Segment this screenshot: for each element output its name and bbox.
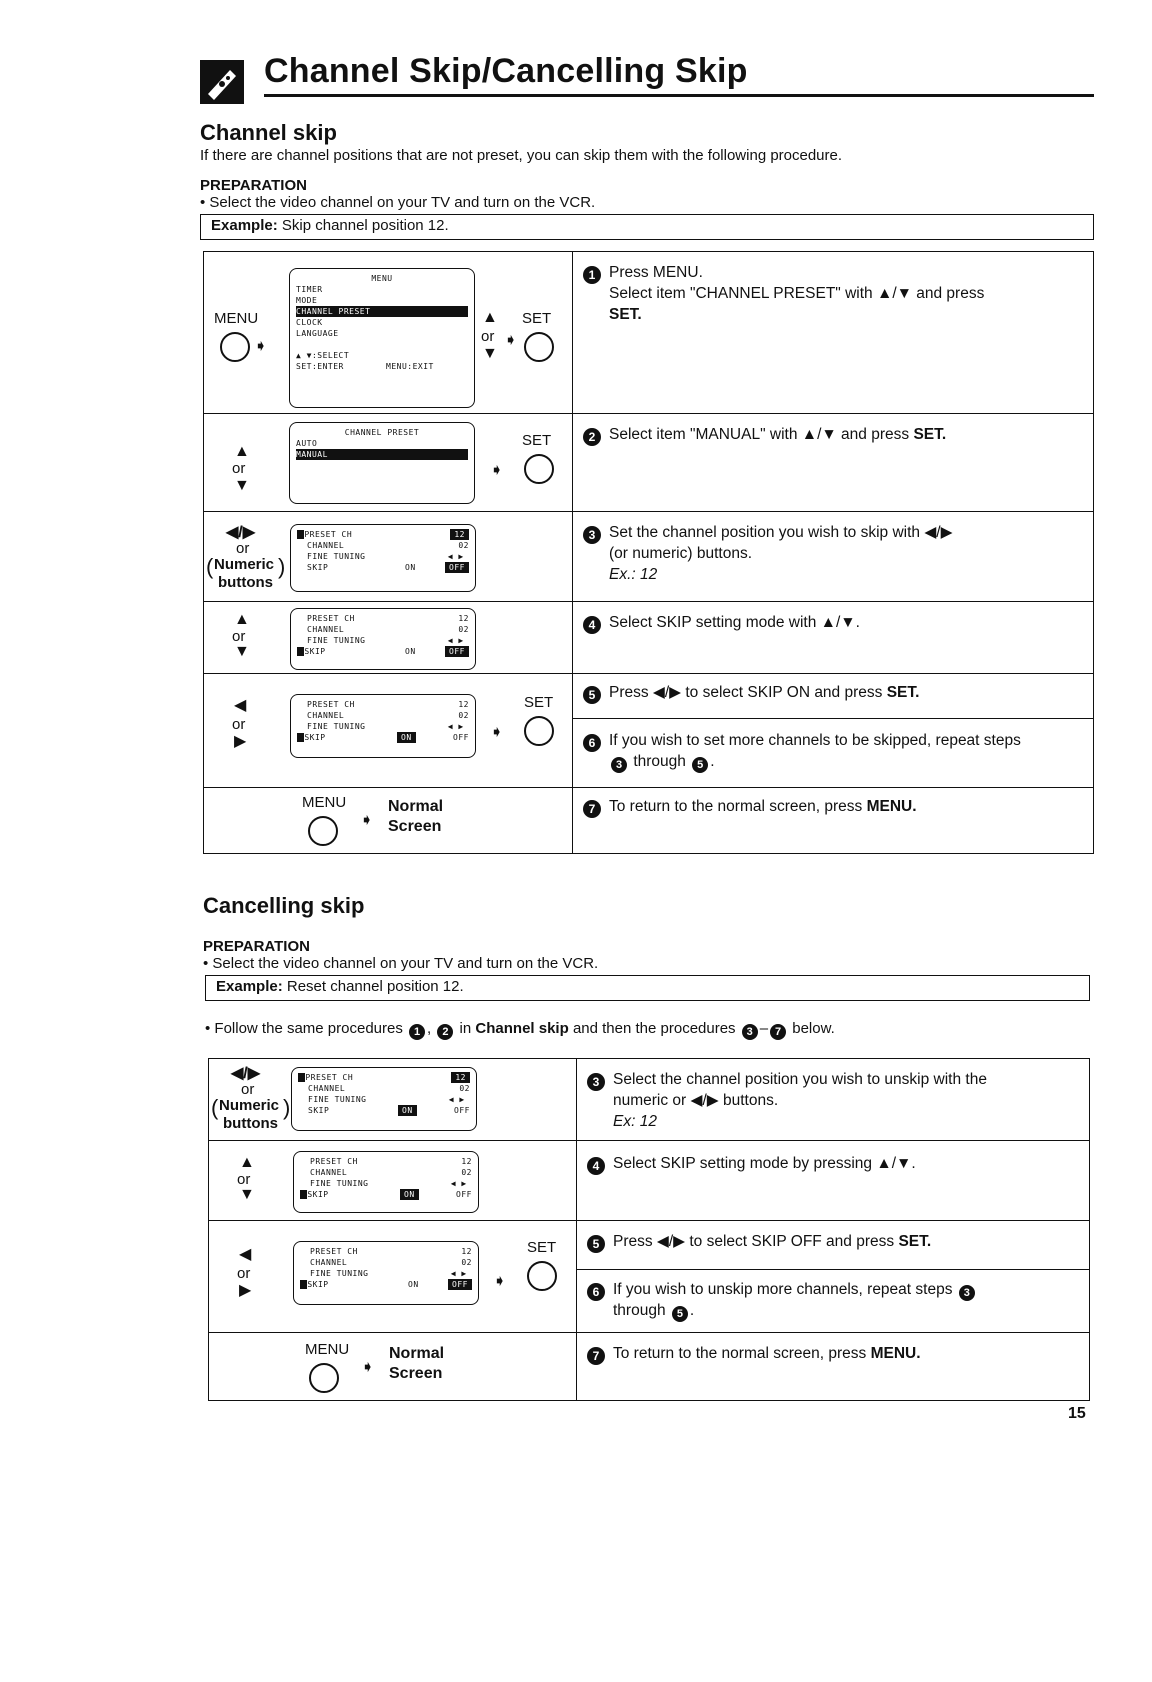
step3-text: 3 Set the channel position you wish to skip with ◀/▶ (or numeric) buttons. Ex.: 12 xyxy=(573,512,1094,602)
left-arrow-icon: ◀ xyxy=(239,1246,252,1263)
set-button-icon xyxy=(524,454,554,484)
step5-6-text: 5 Press ◀/▶ to select SKIP ON and press SET. 6 If you wish to set more channels to be skipped, repeat steps 3 through 5 . xyxy=(573,674,1094,788)
step5-visual xyxy=(204,674,573,788)
arrow-icon: ➧ xyxy=(361,1359,375,1376)
menu-button-icon xyxy=(220,332,250,362)
cancel-step5-visual xyxy=(209,1221,577,1333)
or-label: or xyxy=(232,628,246,645)
step4-visual xyxy=(204,602,573,674)
down-arrow-icon: ▼ xyxy=(234,643,250,660)
step7-text: 7 To return to the normal screen, press MENU. xyxy=(573,788,1094,854)
arrow-icon: ➧ xyxy=(360,812,374,829)
left-right-icon: ◀/▶ xyxy=(226,524,256,541)
step1-text: 1 Press MENU. Select item "CHANNEL PRESET" with ▲/▼ and press SET. xyxy=(573,252,1094,414)
buttons-label: buttons xyxy=(223,1115,278,1132)
follow-text: • Follow the same procedures 1 , 2 in Channel skip and then the procedures 3 – 7 below. xyxy=(205,1020,835,1038)
set-label: SET xyxy=(522,310,552,327)
buttons-label: buttons xyxy=(218,574,273,591)
unskip-screen-2: PRESET CH 12 CHANNEL 02 FINE TUNING ◀ ▶ SKIP ON OFF xyxy=(293,1151,479,1213)
menu-label: MENU xyxy=(305,1341,350,1358)
prep-label: PREPARATION xyxy=(200,177,307,194)
step4-text: 4 Select SKIP setting mode with ▲/▼. xyxy=(573,602,1094,674)
menu-button-icon xyxy=(309,1363,339,1393)
down-arrow-icon: ▼ xyxy=(234,477,250,494)
up-arrow-icon: ▲ xyxy=(234,611,250,628)
menu-label: MENU xyxy=(302,794,347,811)
or-label: or xyxy=(481,328,495,345)
right-arrow-icon: ▶ xyxy=(234,733,247,750)
prep-text: • Select the video channel on your TV and turn on the VCR. xyxy=(200,194,596,211)
or-label: or xyxy=(237,1171,251,1188)
step2-text: 2 Select item "MANUAL" with ▲/▼ and press SET. xyxy=(573,414,1094,512)
example-box: Example: Skip channel position 12. xyxy=(200,214,1094,240)
normal-label: Normal xyxy=(389,1345,445,1362)
numeric-label: Numeric xyxy=(214,556,275,573)
step1-visual xyxy=(204,252,573,414)
arrow-icon: ➧ xyxy=(493,1273,507,1290)
cancel-steps-table xyxy=(208,1058,1090,1401)
set-button-icon xyxy=(524,716,554,746)
example-box-2: Example: Reset channel position 12. xyxy=(205,975,1090,1001)
left-right-icon: ◀/▶ xyxy=(231,1065,261,1082)
arrow-icon: ➧ xyxy=(504,332,518,349)
up-arrow-icon: ▲ xyxy=(239,1154,255,1171)
skip-steps-table xyxy=(203,251,1094,854)
cancel-step7-text: 7 To return to the normal screen, press MENU. xyxy=(577,1333,1090,1401)
normal-label: Normal xyxy=(388,798,444,815)
skip-off-screen-1: PRESET CH 12 CHANNEL 02 FINE TUNING ◀ ▶ SKIP ON OFF xyxy=(290,524,476,592)
left-arrow-icon: ◀ xyxy=(234,697,247,714)
cancel-step3-visual: ◀/▶ or ( Numeric buttons ) PRESET CH 12 CHANNEL 02 FINE TUNING ◀ ▶ SKIP ON OFF xyxy=(209,1059,577,1141)
or-label: or xyxy=(237,1265,251,1282)
unskip-screen-1: PRESET CH 12 CHANNEL 02 FINE TUNING ◀ ▶ SKIP ON OFF xyxy=(291,1067,477,1131)
up-arrow-icon: ▲ xyxy=(234,443,250,460)
or-label: or xyxy=(232,460,246,477)
set-label: SET xyxy=(527,1239,557,1256)
step7-visual xyxy=(204,788,573,854)
prep-text-2: • Select the video channel on your TV and turn on the VCR. xyxy=(203,955,599,972)
set-label: SET xyxy=(522,432,552,449)
down-arrow-icon: ▼ xyxy=(239,1186,255,1203)
screen-label: Screen xyxy=(389,1365,443,1382)
remote-control-icon xyxy=(200,60,244,104)
page-title: Channel Skip/Cancelling Skip xyxy=(264,52,748,90)
cancel-step7-visual xyxy=(209,1333,577,1401)
channel-skip-intro: If there are channel positions that are not preset, you can skip them with the following procedure. xyxy=(200,147,843,164)
step2-visual xyxy=(204,414,573,512)
arrow-icon: ➧ xyxy=(490,462,504,479)
right-arrow-icon: ▶ xyxy=(239,1282,252,1299)
menu-screen: MENU TIMER MODE CHANNEL PRESET CLOCK LANGUAGE ▲ ▼:SELECT SET:ENTER MENU:EXIT xyxy=(289,268,475,408)
up-arrow-icon: ▲ xyxy=(482,309,498,326)
numeric-label: Numeric xyxy=(219,1097,280,1114)
skip-on-screen: PRESET CH 12 CHANNEL 02 FINE TUNING ◀ ▶ SKIP ON OFF xyxy=(290,694,476,758)
down-arrow-icon: ▼ xyxy=(482,345,498,362)
or-label: or xyxy=(232,716,246,733)
or-label: or xyxy=(241,1081,255,1098)
cancel-step4-text: 4 Select SKIP setting mode by pressing ▲/▼. xyxy=(577,1141,1090,1221)
arrow-icon: ➧ xyxy=(254,338,268,355)
prep-label-2: PREPARATION xyxy=(203,938,310,955)
skip-off-screen-2: PRESET CH 12 CHANNEL 02 FINE TUNING ◀ ▶ SKIP ON OFF xyxy=(290,608,476,670)
cancel-step3-text: 3 Select the channel position you wish to unskip with the numeric or ◀/▶ buttons. Ex: 12 xyxy=(577,1059,1090,1141)
arrow-icon: ➧ xyxy=(490,724,504,741)
set-button-icon xyxy=(524,332,554,362)
screen-label: Screen xyxy=(388,818,442,835)
page-number: 15 xyxy=(1068,1405,1086,1422)
unskip-screen-3: PRESET CH 12 CHANNEL 02 FINE TUNING ◀ ▶ SKIP ON OFF xyxy=(293,1241,479,1305)
channel-skip-heading: Channel skip xyxy=(200,120,337,145)
channel-preset-screen: CHANNEL PRESET AUTO MANUAL xyxy=(289,422,475,504)
cancel-step5-6-text: 5 Press ◀/▶ to select SKIP OFF and press SET. 6 If you wish to unskip more channels, repeat steps 3 through 5 . xyxy=(577,1221,1090,1333)
menu-label: MENU xyxy=(214,310,259,327)
or-label: or xyxy=(236,540,250,557)
title-rule xyxy=(264,94,1094,97)
menu-button-icon xyxy=(308,816,338,846)
set-button-icon xyxy=(527,1261,557,1291)
cancelling-skip-heading: Cancelling skip xyxy=(203,893,365,918)
set-label: SET xyxy=(524,694,554,711)
step3-visual: ◀/▶ or ( Numeric buttons ) PRESET CH 12 CHANNEL 02 FINE TUNING ◀ ▶ SKIP ON OFF xyxy=(204,512,573,602)
cancel-step4-visual xyxy=(209,1141,577,1221)
